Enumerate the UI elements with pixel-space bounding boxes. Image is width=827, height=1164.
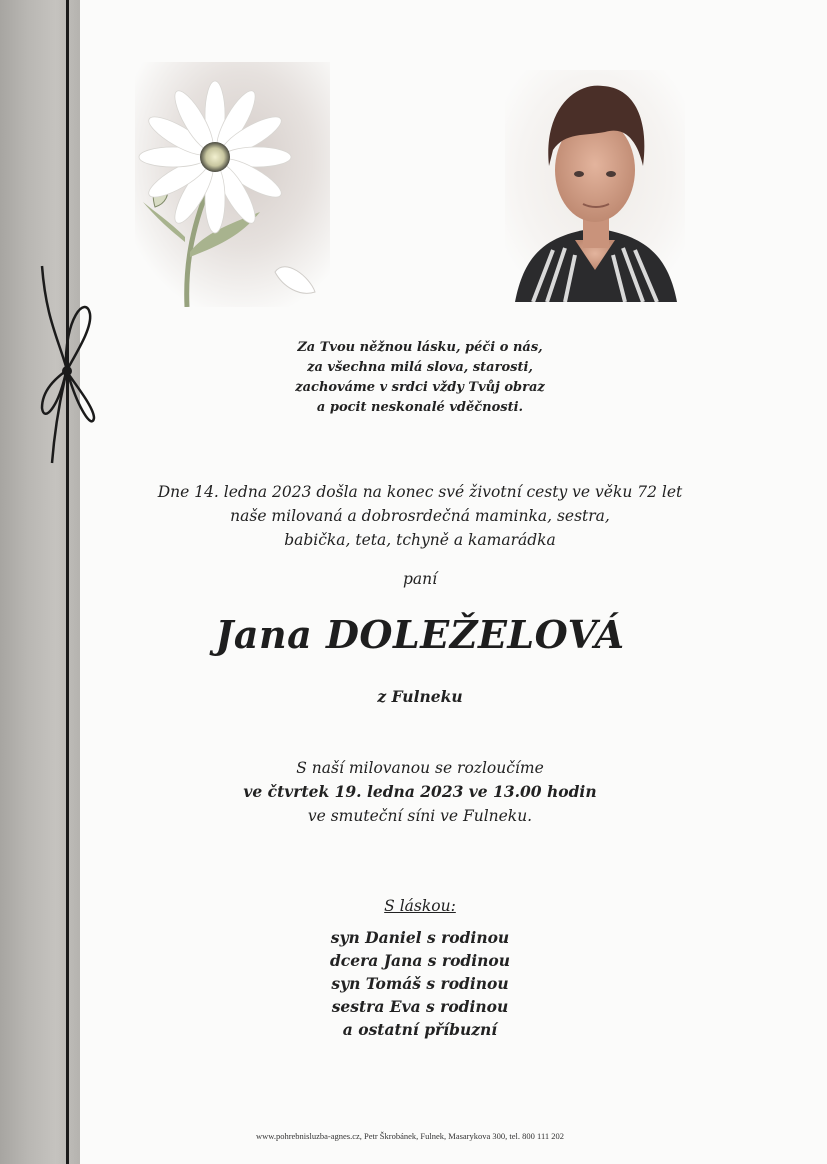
mourner-entry: a ostatní příbuzní	[342, 1020, 498, 1039]
announcement-line: naše milovaná a dobrosrdečná maminka, sestra,	[230, 507, 610, 525]
mourner-entry: dcera Jana s rodinou	[329, 951, 511, 970]
funeral-details	[80, 756, 760, 828]
announcement-line: babička, teta, tchyně a kamarádka	[284, 531, 556, 549]
poem-line: Za Tvou něžnou lásku, péči o nás,	[297, 340, 543, 355]
funeral-place: ve smuteční síni ve Fulneku.	[307, 807, 533, 825]
title-word: paní	[402, 570, 438, 588]
poem-line: a pocit neskonalé vděčnosti.	[316, 400, 524, 415]
portrait-photo	[505, 70, 685, 302]
memorial-poem	[80, 338, 760, 418]
mourners-list	[80, 926, 760, 1041]
mourner-entry: syn Tomáš s rodinou	[331, 974, 509, 993]
hometown: z Fulneku	[377, 687, 463, 706]
announcement-line: Dne 14. ledna 2023 došla na konec své životní cesty ve věku 72 let	[157, 483, 683, 501]
deceased-name: Jana DOLEŽELOVÁ	[215, 612, 625, 657]
funeral-date-time: ve čtvrtek 19. ledna 2023 ve 13.00 hodin	[243, 782, 597, 801]
side-ribbon-line	[66, 0, 69, 1164]
daisy-flower-image	[135, 62, 330, 307]
death-announcement	[80, 480, 760, 552]
mourner-entry: syn Daniel s rodinou	[330, 928, 510, 947]
with-love-heading: S láskou:	[384, 897, 456, 915]
poem-line: zachováme v srdci vždy Tvůj obraz	[295, 380, 545, 395]
poem-line: za všechna milá slova, starosti,	[307, 360, 533, 375]
funeral-service-footer: www.pohrebnisluzba-agnes.cz, Petr Škrobánek, Fulnek, Masarykova 300, tel. 800 111 202	[255, 1131, 565, 1141]
farewell-intro: S naší milovanou se rozloučíme	[296, 759, 544, 777]
mourner-entry: sestra Eva s rodinou	[331, 997, 509, 1016]
